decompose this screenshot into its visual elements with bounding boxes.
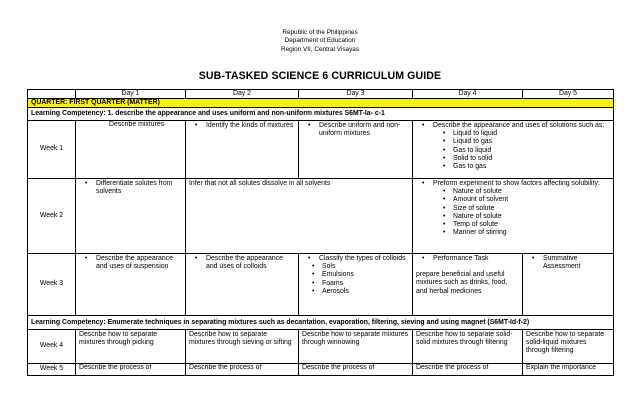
list-item: • Aerosols bbox=[322, 288, 409, 296]
list-item: • Sols bbox=[322, 263, 409, 271]
day-1-header: Day 1 bbox=[76, 90, 186, 99]
list-item: • Describe the appearance and uses of suspension bbox=[96, 255, 182, 271]
week-4-day-3: Describe how to separate mixtures through winnowing bbox=[299, 330, 413, 364]
list-item: • Gas to liquid bbox=[453, 147, 610, 155]
list-item: • Emulsions bbox=[322, 271, 409, 279]
week-5-day-1: Describe the process of bbox=[76, 364, 186, 376]
header-republic: Republic of the Philippines bbox=[282, 29, 358, 36]
list-item: • Differentiate solutes from solvents bbox=[96, 180, 182, 196]
day-2-header: Day 2 bbox=[186, 90, 299, 99]
week-3-row bbox=[28, 254, 614, 316]
learning-competency-1: Learning Competency: 1. describe the appearance and uses uniform and non-uniform mixtures S6MT-Ia- c-1 bbox=[28, 108, 614, 121]
week-4-row bbox=[28, 330, 614, 364]
week-2-day-4 bbox=[413, 179, 614, 254]
competency-row-2 bbox=[28, 316, 614, 330]
week-3-day-2 bbox=[186, 254, 299, 316]
list-item: • Preform experiment to show factors affecting solubility: bbox=[433, 180, 610, 188]
list-item: • Gas to gas bbox=[453, 163, 610, 171]
list-item: • Performance Task bbox=[433, 255, 519, 263]
list-item: • Liquid to liquid bbox=[453, 130, 610, 138]
week-3-label: Week 3 bbox=[28, 254, 76, 316]
list-item: • Describe the appearance and uses of colloids bbox=[206, 255, 295, 271]
learning-competency-2: Learning Competency: Enumerate techniques in separating mixtures such as decantation, evaporation, filtering, sieving and using magnet (S6MT-Id-f-2) bbox=[28, 316, 614, 330]
list-item: • Temp of solute bbox=[453, 221, 610, 229]
list-item: • Nature of solute bbox=[453, 213, 610, 221]
week-4-day-5: Describe how to separate solid-liquid mixtures through filtering bbox=[523, 330, 614, 364]
week-4-day-2: Describe how to separate mixtures through sieving or sifting bbox=[186, 330, 299, 364]
list-item: • Identify the kinds of mixtures bbox=[206, 122, 295, 130]
competency-row-1 bbox=[28, 108, 614, 121]
list-item: • Solid to solid bbox=[453, 155, 610, 163]
week-3-day-1 bbox=[76, 254, 186, 316]
week-1-label: Week 1 bbox=[28, 121, 76, 179]
list-item: • Describe the appearance and uses of solutions such as: bbox=[433, 122, 610, 130]
list-item: • Describe uniform and non-uniform mixtures bbox=[319, 122, 409, 138]
week-1-day-2 bbox=[186, 121, 299, 179]
week-1-day-3 bbox=[299, 121, 413, 179]
week-4-day-4: Describe how to separate solid-solid mixtures through filtering bbox=[413, 330, 523, 364]
week-5-row bbox=[28, 364, 614, 376]
week-2-day-2-3: Infer that not all solutes dissolve in all solvents bbox=[186, 179, 413, 254]
week-5-day-5: Explain the importance bbox=[523, 364, 614, 376]
week-5-label: Week 5 bbox=[28, 364, 76, 376]
week-2-day-1 bbox=[76, 179, 186, 254]
list-item: • Nature of solute bbox=[453, 188, 610, 196]
list-item: • Summative Assessment bbox=[543, 255, 610, 271]
day-header-row bbox=[28, 90, 614, 99]
week-3-day-3 bbox=[299, 254, 413, 316]
week-2-label: Week 2 bbox=[28, 179, 76, 254]
week-1-day-4 bbox=[413, 121, 614, 179]
header-region: Region VII, Central Visayas bbox=[280, 45, 360, 53]
document-title: SUB-TASKED SCIENCE 6 CURRICULUM GUIDE bbox=[198, 70, 442, 82]
performance-task-text: prepare beneficial and useful mixtures such as drinks, food, and herbal medicines bbox=[416, 271, 508, 295]
quarter-row bbox=[28, 99, 614, 108]
list-item: • Amount of solvent bbox=[453, 196, 610, 204]
week-3-day-5 bbox=[523, 254, 614, 316]
day-5-header: Day 5 bbox=[523, 90, 614, 99]
week-4-day-1: Describe how to separate mixtures through picking bbox=[76, 330, 186, 364]
corner-cell bbox=[28, 90, 76, 99]
quarter-label: QUARTER: FIRST QUARTER (MATTER) bbox=[28, 99, 614, 108]
week-4-label: Week 4 bbox=[28, 330, 76, 364]
header-department: Department of Education bbox=[284, 37, 356, 45]
day-4-header: Day 4 bbox=[413, 90, 523, 99]
list-item: • Manner of stirring bbox=[453, 229, 610, 237]
week-2-row bbox=[28, 179, 614, 254]
list-item: • Classify the types of colloids bbox=[319, 255, 409, 263]
week-3-day-4 bbox=[413, 254, 523, 316]
list-item: • Liquid to gas bbox=[453, 138, 610, 146]
document-header bbox=[0, 29, 640, 54]
week-5-day-4: Describe the process of bbox=[413, 364, 523, 376]
curriculum-table bbox=[27, 89, 614, 376]
week-5-day-3: Describe the process of bbox=[299, 364, 413, 376]
list-item: • Foams bbox=[322, 280, 409, 288]
day-3-header: Day 3 bbox=[299, 90, 413, 99]
week-5-day-2: Describe the process of bbox=[186, 364, 299, 376]
week-1-day-1: Describe mixtures bbox=[76, 121, 186, 179]
list-item: • Size of solute bbox=[453, 205, 610, 213]
week-1-row bbox=[28, 121, 614, 179]
